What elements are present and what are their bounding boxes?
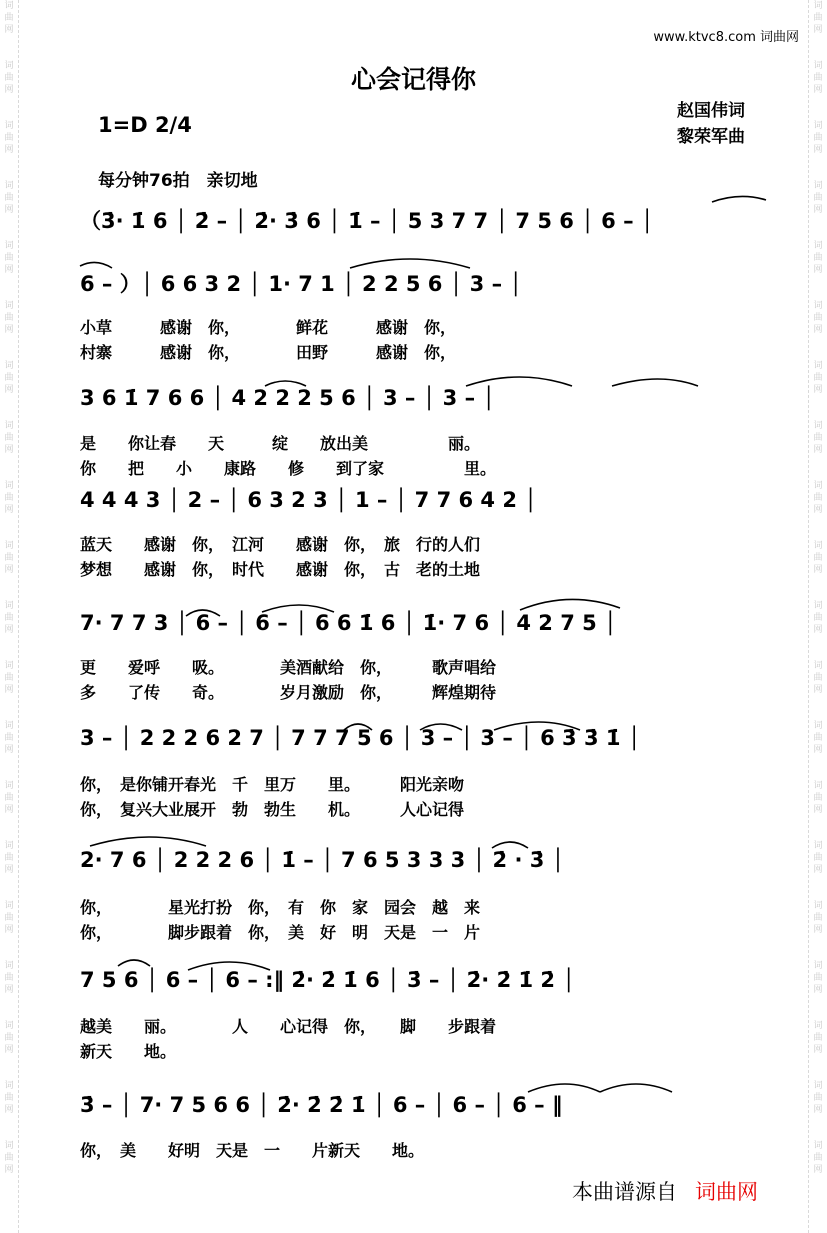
lyricist-credit: 赵国伟词	[677, 101, 745, 121]
score-row-2: 6 – ）│ 6 6 3 2 │ 1· 7 1 │ 2 2 5 6 │ 3 – │	[80, 272, 523, 296]
watermark-text: 词 曲 网	[813, 361, 823, 395]
slur-arc	[350, 259, 470, 268]
lyrics-row-1-verse-2: 村寨 感谢 你， 田野 感谢 你，	[80, 343, 457, 362]
slur-arc	[492, 842, 528, 848]
watermark-text: 词 曲 网	[813, 601, 823, 635]
slur-arc	[528, 1084, 600, 1092]
score-row-7: 2· 7 6 │ 2 2 2 6 │ 1̇ – │ 7 6 5 3 3 3 │ 2̇ · 3̇ │	[80, 848, 565, 872]
score-row-5: 7· 7 7 3 │ 6 – │ 6 – │ 6 6 1̇ 6 │ 1̇· 7 6 │ 4 2 7 5 │	[80, 611, 617, 635]
slur-arc	[612, 379, 698, 386]
slur-arc	[494, 722, 580, 730]
slur-arc	[80, 262, 112, 268]
slur-arc	[265, 381, 306, 386]
lyrics-row-2-verse-2: 你 把 小 康路 修 到了家 里。	[80, 459, 497, 478]
watermark-text: 词 曲 网	[813, 301, 823, 335]
watermark-text: 词 曲 网	[4, 421, 14, 455]
watermark-text: 词 曲 网	[4, 661, 14, 695]
lyrics-row-4-verse-1: 更 爱呼 吸。 美酒献给 你， 歌声唱给	[80, 658, 497, 677]
watermark-text: 词 曲 网	[813, 1081, 823, 1115]
watermark-text: 词 曲 网	[813, 1141, 823, 1175]
watermark-text: 词 曲 网	[4, 301, 14, 335]
watermark-text: 词 曲 网	[813, 961, 823, 995]
watermark-text: 词 曲 网	[4, 61, 14, 95]
slur-arc	[420, 724, 462, 730]
slur-arc	[262, 605, 334, 612]
watermark-text: 词 曲 网	[813, 661, 823, 695]
lyrics-row-1-verse-1: 小草 感谢 你， 鲜花 感谢 你，	[80, 318, 457, 337]
slur-arc	[118, 960, 150, 966]
tempo-marking: 每分钟76拍 亲切地	[98, 171, 258, 191]
watermark-text: 词 曲 网	[813, 901, 823, 935]
watermark-text: 词 曲 网	[813, 841, 823, 875]
lyrics-row-5-verse-1: 你， 是你铺开春光 千 里万 里。 阳光亲吻	[80, 775, 465, 794]
lyrics-row-8-verse-1: 你， 美 好明 天是 一 片新天 地。	[80, 1141, 425, 1160]
watermark-text: 词 曲 网	[813, 481, 823, 515]
watermark-text: 词 曲 网	[4, 1081, 14, 1115]
source-footer	[572, 1176, 758, 1206]
lyrics-row-3-verse-2: 梦想 感谢 你， 时代 感谢 你， 古 老的土地	[80, 560, 481, 579]
site-watermark: www.ktvc8.com 词曲网	[653, 30, 799, 45]
watermark-text: 词 曲 网	[4, 541, 14, 575]
watermark-text: 词 曲 网	[4, 601, 14, 635]
score-row-1: （3̇· 1̇ 6 │ 2̇ – │ 2̇· 3̇ 6 │ 1̇ – │ 5 3 7 7 │ 7 5 6 │ 6 – │	[80, 209, 654, 233]
watermark-text: 词 曲 网	[4, 481, 14, 515]
watermark-text: 词 曲 网	[4, 361, 14, 395]
lyrics-row-6-verse-2: 你， 脚步跟着 你， 美 好 明 天是 一 片	[80, 923, 481, 942]
lyrics-row-7-verse-1: 越美 丽。 人 心记得 你， 脚 步跟着	[80, 1017, 497, 1036]
watermark-text: 词 曲 网	[4, 841, 14, 875]
watermark-text: 词 曲 网	[813, 181, 823, 215]
score-row-8: 7 5 6 │ 6 – │ 6 – :‖ 2̇· 2̇ 1̇ 6 │ 3̇ – │ 2̇· 2̇ 1̇ 2̇ │	[80, 968, 575, 992]
score-row-4: 4 4 4 3 │ 2 – │ 6 3 2 3 │ 1 – │ 7 7 6 4 2 │	[80, 488, 537, 512]
slur-arc	[344, 724, 372, 730]
watermark-text: 词 曲 网	[813, 1, 823, 35]
watermark-text: 词 曲 网	[813, 721, 823, 755]
slur-arc	[90, 837, 206, 846]
watermark-text: 词 曲 网	[813, 121, 823, 155]
score-row-9: 3̇ – │ 7· 7 5 6 6 │ 2̇· 2̇ 2̇ 1̇ │ 6 – │ 6 – │ 6 – ‖	[80, 1093, 563, 1117]
song-title: 心会记得你	[350, 65, 476, 94]
watermark-text: 词 曲 网	[813, 1021, 823, 1055]
source-label: 本曲谱源自	[572, 1180, 677, 1204]
slur-arc	[712, 196, 766, 202]
slur-arc	[600, 1084, 672, 1092]
lyrics-row-5-verse-2: 你， 复兴大业展开 勃 勃生 机。 人心记得	[80, 800, 465, 819]
watermark-text: 词 曲 网	[4, 961, 14, 995]
watermark-text: 词 曲 网	[4, 181, 14, 215]
watermark-text: 词 曲 网	[4, 121, 14, 155]
watermark-text: 词 曲 网	[813, 421, 823, 455]
slur-arc	[186, 610, 220, 616]
watermark-text: 词 曲 网	[813, 61, 823, 95]
lyrics-row-3-verse-1: 蓝天 感谢 你， 江河 感谢 你， 旅 行的人们	[80, 535, 481, 554]
watermark-text: 词 曲 网	[813, 781, 823, 815]
watermark-text: 词 曲 网	[4, 721, 14, 755]
slur-arc	[520, 599, 620, 610]
watermark-text: 词 曲 网	[4, 901, 14, 935]
key-signature: 1=D 2/4	[98, 113, 192, 137]
watermark-text: 词 曲 网	[4, 1021, 14, 1055]
score-row-3: 3 6 1̇ 7 6 6 │ 4 2 2 2 5 6 │ 3 – │ 3 – │	[80, 386, 496, 410]
slur-arc	[466, 377, 572, 386]
score-row-6: 3 – │ 2 2 2 6 2 7 │ 7 7 7 5 6 │ 3 – │ 3 – │ 6 3̇ 3̇ 1̇ │	[80, 726, 641, 750]
lyrics-row-2-verse-1: 是 你让春 天 绽 放出美 丽。	[80, 434, 481, 453]
watermark-text: 词 曲 网	[813, 241, 823, 275]
watermark-text: 词 曲 网	[4, 241, 14, 275]
composer-credit: 黎荣军曲	[677, 127, 745, 147]
slur-arc	[188, 962, 270, 970]
lyrics-row-4-verse-2: 多 了传 奇。 岁月激励 你， 辉煌期待	[80, 683, 497, 702]
watermark-text: 词 曲 网	[813, 541, 823, 575]
watermark-text: 词 曲 网	[4, 1141, 14, 1175]
lyrics-row-7-verse-2: 新天 地。	[80, 1042, 177, 1061]
watermark-text: 词 曲 网	[4, 781, 14, 815]
watermark-text: 词 曲 网	[4, 1, 14, 35]
lyrics-row-6-verse-1: 你， 星光打扮 你， 有 你 家 园会 越 来	[80, 898, 481, 917]
source-site-link[interactable]: 词曲网	[695, 1180, 758, 1204]
